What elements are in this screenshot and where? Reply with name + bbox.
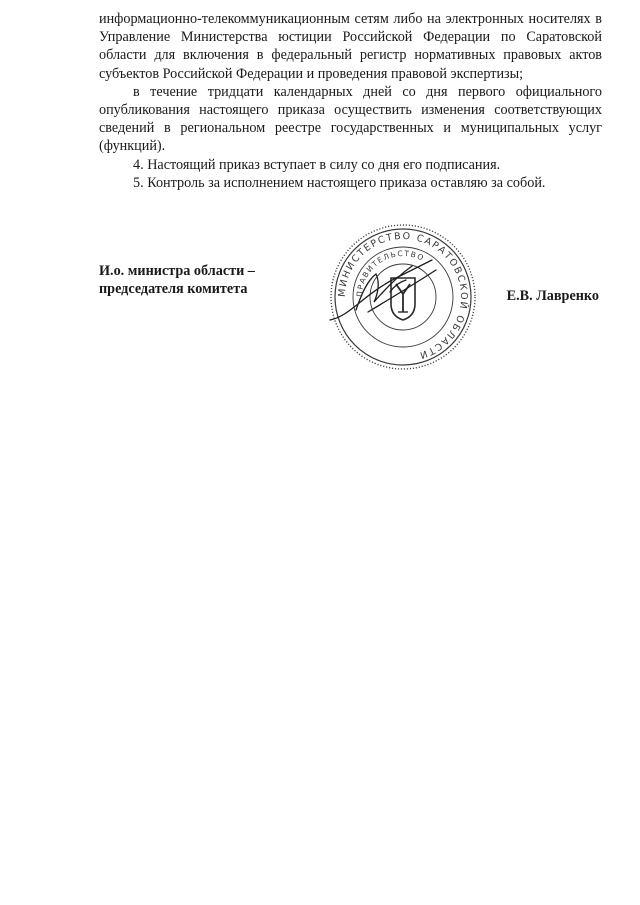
paragraph-continuation: информационно-телекоммуникационным сетям либо на электронных носителях в Управление Министерства юстиции Российской Федерации по Саратовской области для включения в федеральный регистр нормативных правовых актов субъектов Российской Федерации и проведения правовой экспертизы; — [99, 11, 602, 82]
signatory-position-line2: председателя комитета — [99, 281, 248, 298]
seal-outer-text: МИНИСТЕРСТВО САРАТОВСКОЙ ОБЛАСТИ — [336, 230, 470, 361]
official-seal-stamp — [328, 222, 478, 372]
signatory-name: Е.В. Лавренко — [506, 288, 599, 304]
paragraph-item-5: 5. Контроль за исполнением настоящего приказа оставляю за собой. — [133, 174, 546, 191]
signatory-position — [99, 262, 329, 299]
seal-inner-text: ПРАВИТЕЛЬСТВО — [354, 248, 427, 298]
document-body — [99, 10, 602, 192]
coat-of-arms-icon — [391, 278, 415, 320]
paragraph-item-4: 4. Настоящий приказ вступает в силу со дня его подписания. — [133, 156, 501, 173]
paragraph-publication-deadline: в течение тридцати календарных дней со дня первого официального опубликования настоящего приказа осуществить изменения соответствующих сведений в региональном реестре государственных и муниципальных услуг (функций). — [99, 83, 602, 155]
signatory-position-line1: И.о. министра области – — [99, 263, 255, 279]
